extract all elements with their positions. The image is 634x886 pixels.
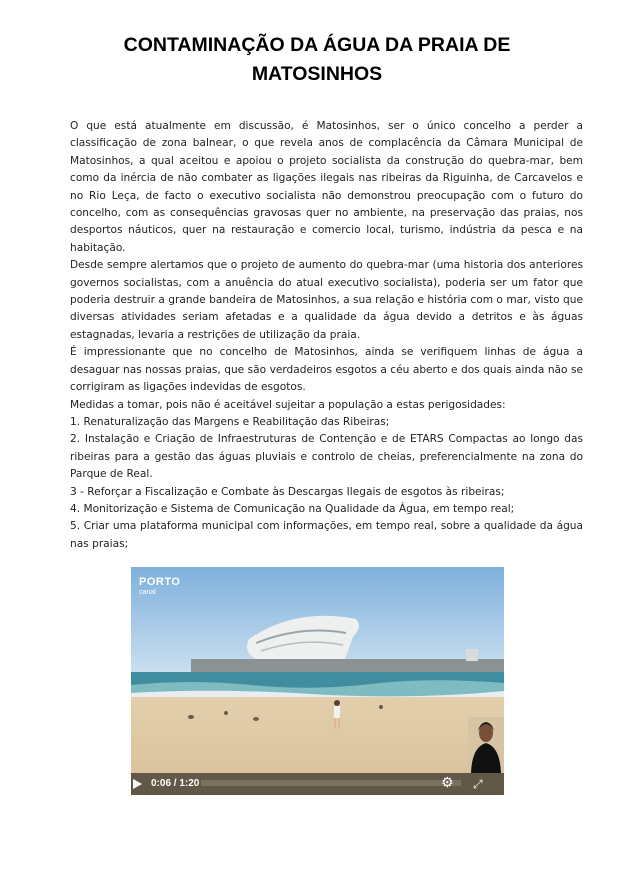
measure-1: 1. Renaturalização das Margens e Reabilitação das Ribeiras; [70, 415, 390, 428]
paragraph-3: É impressionante que no concelho de Matosinhos, ainda se verifiquem linhas de água a desaguar nas nossas praias, que são verdadeiros esgotos a céu aberto e dos quais ainda não se corrigiram as ligações indevidas de esgotos. [70, 346, 583, 394]
paragraph-2: Desde sempre alertamos que o projeto de aumento do quebra-mar (uma historia dos anteriores governos socialistas, com a anuência do atual executivo socialista), poderia ser um fator que poderia destruir a grande bandeira de Matosinhos, a sua relação e história com o mar, visto que diversas atividades seriam afetadas e a qualidade da água devido a detritos e às águas estagnadas, levaria a restrições de utilização da praia. [70, 259, 583, 341]
news-ticker [201, 780, 461, 786]
measure-5: 5. Criar uma plataforma municipal com informações, em tempo real, sobre a qualidade da água nas praias; [70, 520, 583, 550]
video-player[interactable] [131, 567, 504, 795]
measure-4: 4. Monitorização e Sistema de Comunicação na Qualidade da Água, em tempo real; [70, 502, 515, 515]
page-title: CONTAMINAÇÃO DA ÁGUA DA PRAIA DE MATOSINHOS [123, 34, 511, 85]
video-time: 0:06 / 1:20 [151, 778, 200, 789]
play-icon[interactable] [133, 779, 142, 789]
channel-logo [139, 577, 180, 596]
body-text [70, 118, 583, 553]
measure-3: 3 - Reforçar a Fiscalização e Combate às Descargas Ilegais de esgotos às ribeiras; [70, 485, 505, 498]
paragraph-4: Medidas a tomar, pois não é aceitável sujeitar a população a estas perigosidades: [70, 398, 506, 411]
beach-scene-image [131, 567, 504, 795]
video-controls [131, 773, 504, 795]
sign-language-interpreter [468, 717, 504, 773]
channel-sub: canal [139, 589, 156, 596]
measure-2: 2. Instalação e Criação de Infraestruturas de Contenção e de ETARS Compactas ao longo das ribeiras para a gestão das águas pluviais e controlo de cheias, preferencialmente na zona do Parque de Real. [70, 433, 583, 481]
fullscreen-icon[interactable]: ⤢ [473, 777, 483, 791]
gear-icon[interactable]: ⚙ [441, 775, 454, 791]
channel-name: PORTO [139, 576, 181, 588]
paragraph-1: O que está atualmente em discussão, é Matosinhos, ser o único concelho a perder a classificação de zona balnear, o que revela anos de complacência da Câmara Municipal de Matosinhos, a qual aceitou e apoiou o projeto socialista da construção do quebra-mar, bem como da inércia de não combater as ligações ilegais nas ribeiras da Riguinha, de Carcavelos e no Rio Leça, de facto o executivo socialista não demonstrou preocupação com o futuro do concelho, com as consequências gravosas quer no ambiente, na preservação das praias, nos desportos náuticos, quer na restauração e comercio local, turismo, indústria da pesca e na habitação. [70, 120, 583, 254]
